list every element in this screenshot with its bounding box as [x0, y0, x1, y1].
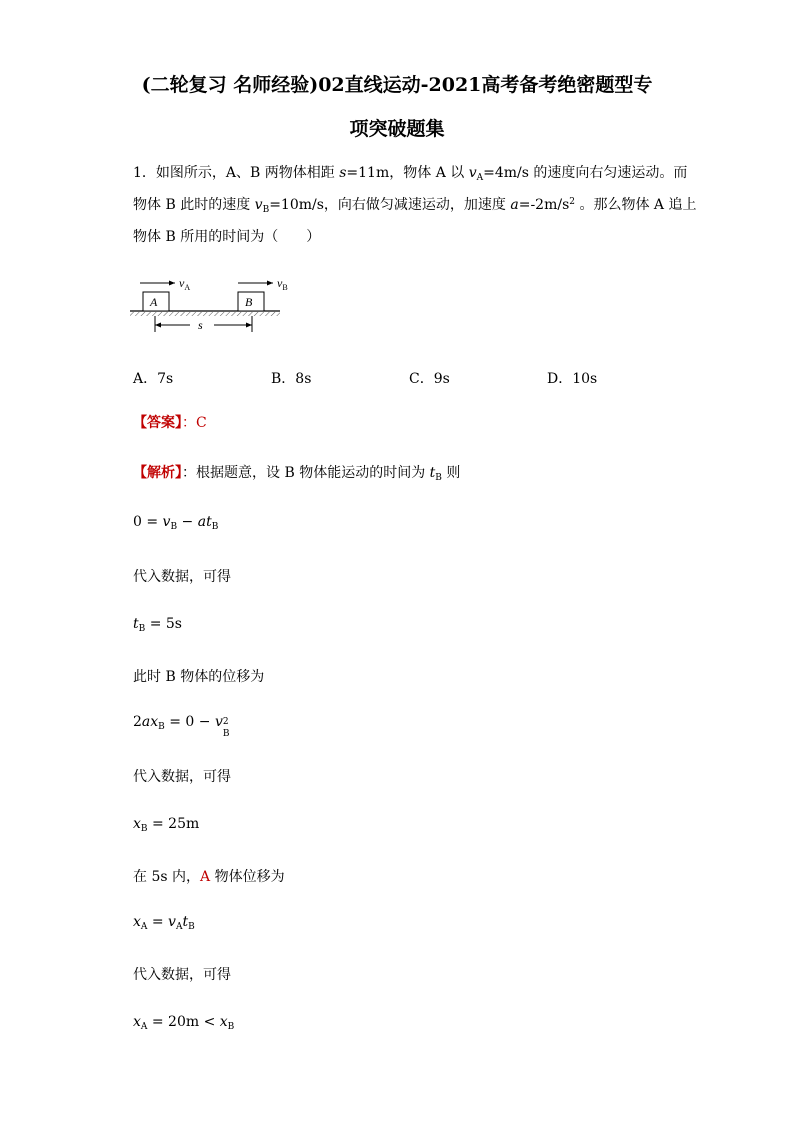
- option-b[interactable]: [271, 368, 311, 388]
- question-text: 物体 B 此时的速度: [133, 197, 255, 213]
- equation-2: $t_B = 5s$: [133, 616, 182, 634]
- equation-5: $x_A = v_At_B$: [133, 914, 195, 932]
- page-title-line2: 项突破题集: [349, 118, 445, 140]
- equation-4: $x_B = 25m$: [133, 816, 200, 834]
- option-label: A．: [133, 371, 158, 387]
- subscript: B: [435, 473, 442, 483]
- superscript: 2: [569, 197, 575, 207]
- var-v: v: [468, 165, 477, 181]
- analysis-intro: [133, 462, 460, 483]
- answer-line: [133, 412, 207, 432]
- analysis-text: 在 5s 内，A 物体位移为: [133, 869, 285, 885]
- motion-figure: [128, 272, 298, 334]
- option-a[interactable]: [133, 368, 173, 388]
- option-label: B．: [271, 371, 296, 387]
- question-text: =10m/s，向右做匀减速运动，加速度: [269, 197, 511, 213]
- var-v: v: [254, 197, 263, 213]
- arrowhead-icon: [155, 323, 161, 328]
- page-title-line1: (二轮复习 名师经验)02直线运动-2021高考备考绝密题型专: [141, 74, 653, 96]
- question-text: =-2m/s: [518, 197, 570, 213]
- analysis-text: 代入数据，可得: [133, 769, 231, 785]
- analysis-label: 【解析】: [133, 465, 182, 481]
- question-text: =4m/s 的速度向右匀速运动。而: [483, 165, 688, 181]
- equation-3: $2ax_B = 0 - v$ 2 B: [133, 714, 230, 739]
- analysis-text: 此时 B 物体的位移为: [133, 669, 265, 685]
- question-line3: 物体 B 所用的时间为（ ）: [133, 229, 321, 245]
- question-line2: [133, 194, 696, 215]
- analysis-text: ：根据题意，设 B 物体能运动的时间为: [182, 465, 430, 481]
- analysis-text: 代入数据，可得: [133, 967, 231, 983]
- block-b-label: B: [245, 295, 253, 309]
- arrowhead-icon: [246, 323, 252, 328]
- var-t: t: [429, 465, 436, 481]
- option-value: 9s: [433, 371, 450, 387]
- question-text: =11m，物体 A 以: [346, 165, 469, 181]
- answer-label: 【答案】: [133, 415, 182, 431]
- option-label: D．: [547, 371, 573, 387]
- ground-hatch: [130, 312, 280, 316]
- option-label: C．: [409, 371, 434, 387]
- option-value: 10s: [572, 371, 598, 387]
- option-value: 8s: [295, 371, 312, 387]
- answer-value: C: [196, 415, 207, 431]
- question-text: 。那么物体 A 追上: [575, 197, 697, 213]
- arrowhead-icon: [267, 281, 273, 286]
- subscript: A: [476, 173, 484, 183]
- analysis-text: 代入数据，可得: [133, 569, 231, 585]
- block-a-label: A: [150, 295, 158, 309]
- distance-label: s: [198, 318, 203, 332]
- option-d[interactable]: [547, 368, 597, 388]
- arrowhead-icon: [169, 281, 175, 286]
- var-s: s: [339, 165, 347, 181]
- var-a: a: [510, 197, 519, 213]
- option-value: 7s: [157, 371, 174, 387]
- question-text: 如图所示，A、B 两物体相距: [155, 165, 340, 181]
- answer-sep: ：: [182, 415, 196, 431]
- equation-6: $x_A = 20m < x_B$: [133, 1014, 235, 1032]
- velocity-b-label: $v_B$: [277, 276, 288, 292]
- option-c[interactable]: [409, 368, 450, 388]
- subscript: B: [262, 205, 270, 215]
- question-number: 1．: [133, 165, 156, 181]
- velocity-a-label: $v_A$: [179, 276, 191, 292]
- question-line1: [133, 162, 687, 183]
- equation-1: $0 = v_B - at_B$: [133, 514, 219, 532]
- analysis-text: 则: [441, 465, 461, 481]
